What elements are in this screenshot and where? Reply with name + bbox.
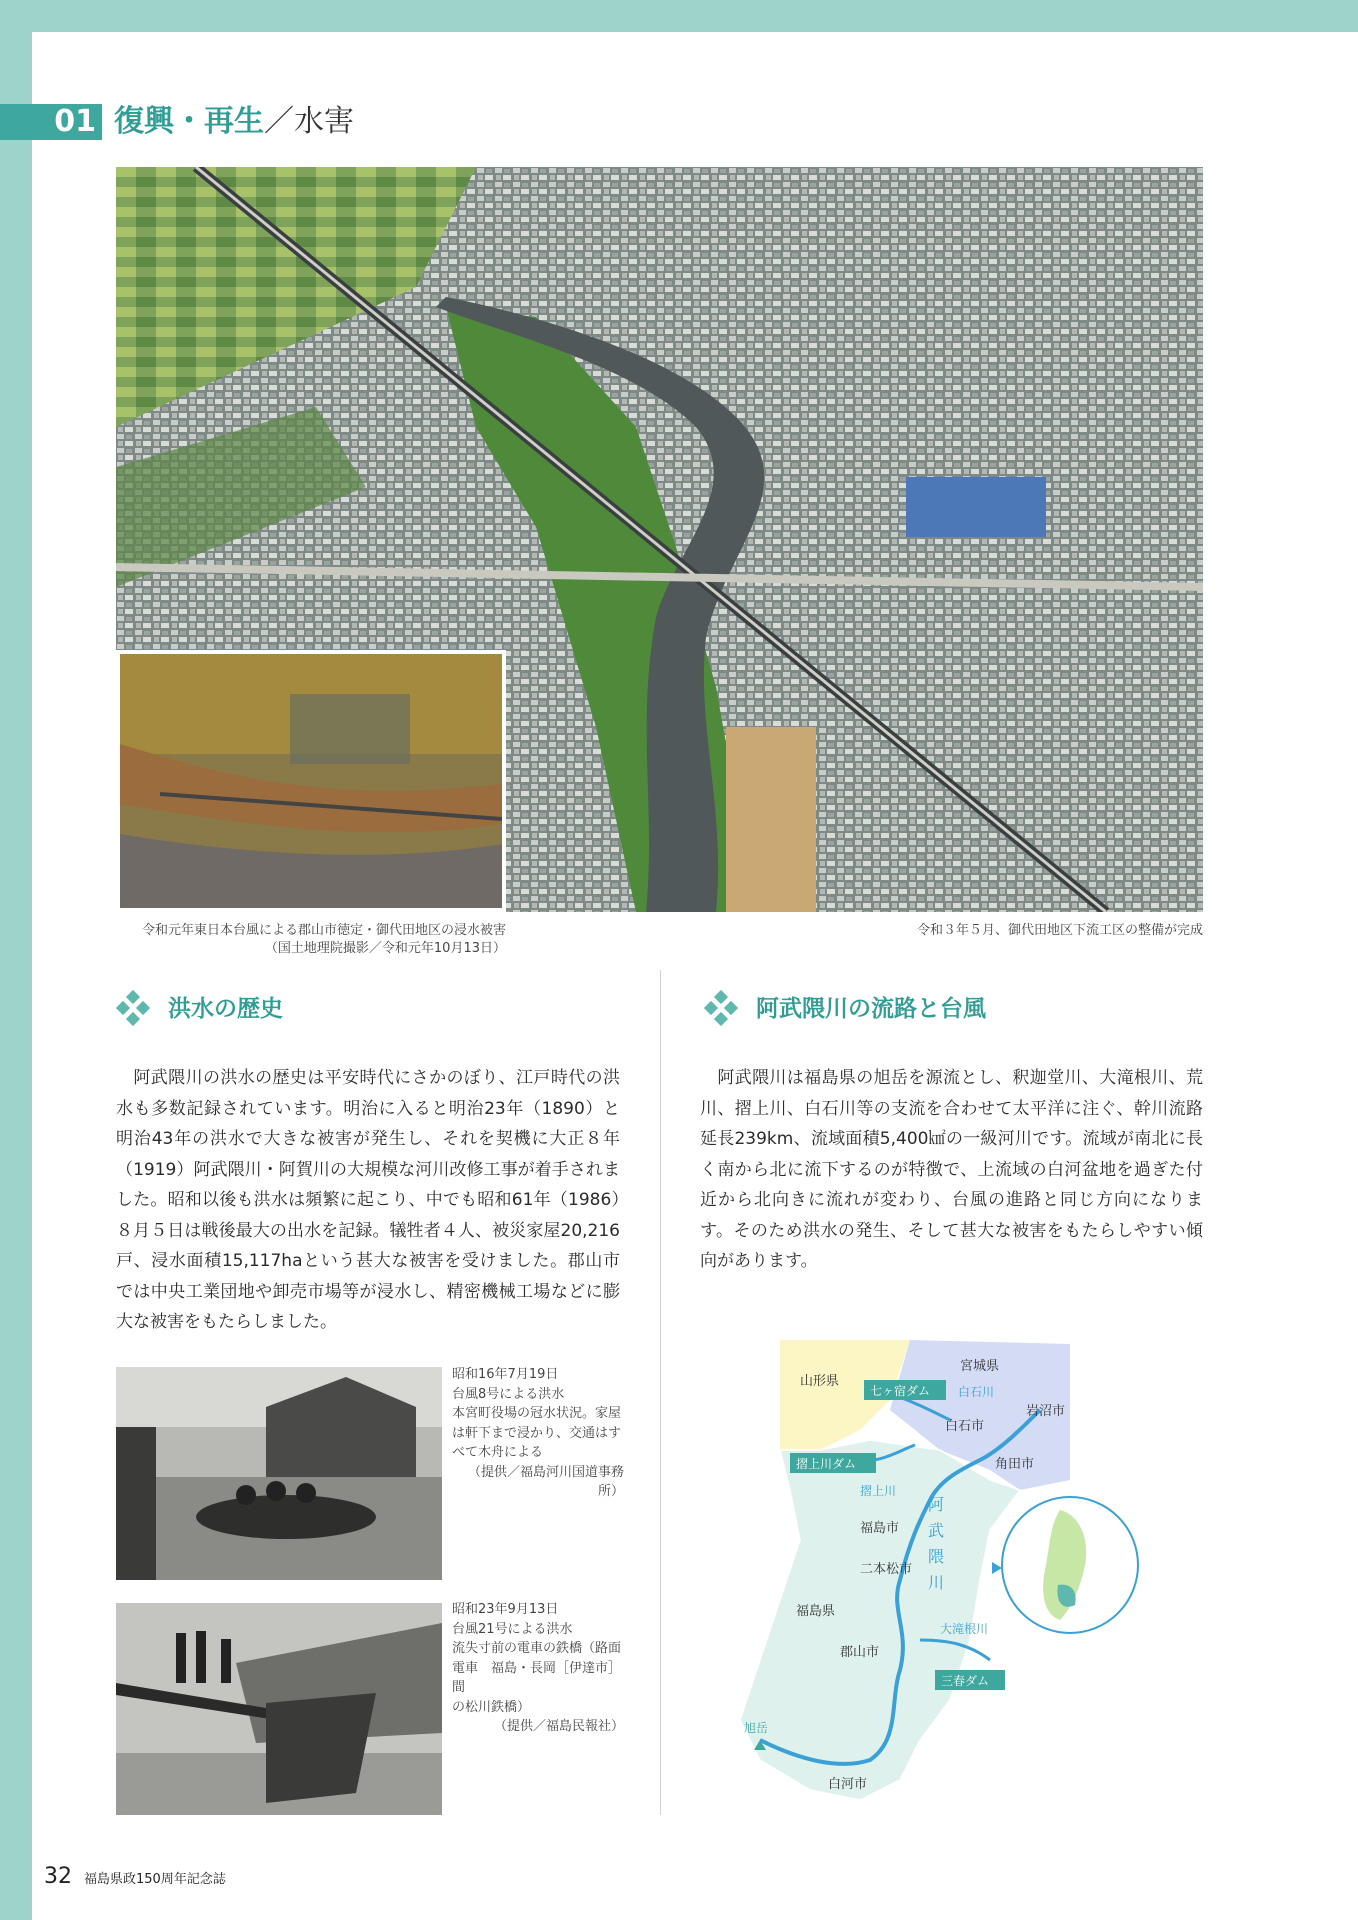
label-miyagi: 宮城県 [960, 1359, 1000, 1374]
inset-caption-line1: 令和元年東日本台風による郡山市徳定・御代田地区の浸水被害 [141, 923, 506, 938]
photo1-caption-l4: は軒下まで浸かり、交通はす [452, 1425, 622, 1441]
photo1-caption-l2: 台風8号による洪水 [452, 1386, 565, 1402]
page-number: 32 [44, 1864, 72, 1889]
label-abukuma-1: 阿 [928, 1495, 945, 1514]
section-title-sep: ／ [264, 104, 294, 139]
label-city-iwanuma: 岩沼市 [1026, 1404, 1066, 1419]
label-city-fukushima: 福島市 [860, 1521, 900, 1536]
photo1-caption-l1: 昭和16年7月19日 [452, 1367, 559, 1382]
label-city-nihonmatsu: 二本松市 [860, 1562, 913, 1577]
side-bar [0, 0, 32, 1920]
label-dam-miharu: 三春ダム [941, 1674, 990, 1688]
label-yamagata: 山形県 [800, 1374, 840, 1389]
photo2-caption-l1: 昭和23年9月13日 [452, 1602, 559, 1617]
left-heading: 洪水の歴史 [168, 996, 283, 1022]
flood-photo-1941 [116, 1367, 442, 1580]
label-abukuma-3: 隈 [928, 1547, 945, 1566]
photo2-credit: （提供／福島民報社） [493, 1719, 624, 1734]
left-body: 阿武隈川の洪水の歴史は平安時代にさかのぼり、江戸時代の洪水も多数記録されています。明治に入ると明治23年（1890）と明治43年の洪水で大きな被害が発生し、それを契機に大正８年（1919）阿武隈川・阿賀川の大規模な河川改修工事が着手されました。昭和以後も洪水は頻繁に起こり、中でも昭和61年（1986）８月５日は戦後最大の出水を記録。犠牲者４人、被災家屋20,216戸、浸水面積15,117haという甚大な被害を受けました。郡山市では中央工業団地や卸売市場等が浸水し、精密機械工場などに膨大な被害をもたらしました。 [116, 1068, 620, 1332]
right-heading: 阿武隈川の流路と台風 [756, 996, 986, 1022]
main-photo-caption: 令和３年５月、御代田地区下流工区の整備が完成 [916, 923, 1203, 938]
photo2-caption-l5: の松川鉄橋） [452, 1699, 531, 1715]
section-title-rest: 水害 [294, 104, 354, 139]
abukuma-river-map [740, 1340, 1160, 1810]
label-abukuma-4: 川 [928, 1573, 945, 1592]
column-divider [660, 970, 661, 1815]
photo2-caption-l3: 流失寸前の電車の鉄橋（路面 [452, 1641, 622, 1656]
label-fukushima: 福島県 [796, 1604, 836, 1619]
photo2-caption [452, 1600, 624, 1737]
bridge-photo-1948 [116, 1603, 442, 1815]
flood-inset-photo [116, 650, 506, 912]
photo1-caption [452, 1365, 624, 1502]
label-dam-shichikashuku: 七ヶ宿ダム [870, 1384, 931, 1398]
footer-title: 福島県政150周年記念誌 [84, 1872, 226, 1887]
label-river-surikami: 摺上川 [860, 1484, 897, 1498]
label-city-shirakawa: 白河市 [828, 1777, 868, 1792]
label-city-koriyama: 郡山市 [840, 1645, 880, 1660]
section-title [114, 100, 354, 144]
label-abukuma-2: 武 [928, 1521, 945, 1540]
section-number: 01 [0, 104, 102, 140]
photo2-caption-l2: 台風21号による洪水 [452, 1621, 573, 1637]
photo1-credit: （提供／福島河川国道事務所） [467, 1464, 624, 1499]
section-title-highlight: 復興・再生 [114, 104, 264, 139]
label-river-otakine: 大滝根川 [940, 1622, 989, 1636]
label-river-shiroishi: 白石川 [958, 1385, 995, 1399]
photo1-caption-l3: 本宮町役場の冠水状況。家屋 [452, 1406, 622, 1421]
diamond-icon [704, 990, 740, 1026]
photo1-caption-l5: べて木舟による [452, 1445, 544, 1460]
inset-caption [116, 922, 506, 958]
label-dam-surikamigawa: 摺上川ダム [796, 1457, 857, 1471]
photo2-caption-l4: 電車 福島・長岡［伊達市］間 [452, 1660, 622, 1695]
top-bar [0, 0, 1358, 32]
inset-caption-line2: （国土地理院撮影／令和元年10月13日） [264, 941, 506, 956]
label-city-kakuda: 角田市 [995, 1457, 1035, 1472]
label-mt-asahi: 旭岳 [744, 1721, 769, 1735]
label-city-shiroishi: 白石市 [945, 1419, 985, 1434]
diamond-icon [116, 990, 152, 1026]
pointer-arrow-icon [992, 1562, 1002, 1574]
right-body: 阿武隈川は福島県の旭岳を源流とし、釈迦堂川、大滝根川、荒川、摺上川、白石川等の支流を合わせて太平洋に注ぐ、幹川流路延長239km、流域面積5,400㎢の一級河川です。流域が南北に長く南から北に流下するのが特徴で、上流域の白河盆地を過ぎた付近から北向きに流れが変わり、台風の進路と同じ方向になります。そのため洪水の発生、そして甚大な被害をもたらしやすい傾向があります。 [700, 1068, 1203, 1271]
